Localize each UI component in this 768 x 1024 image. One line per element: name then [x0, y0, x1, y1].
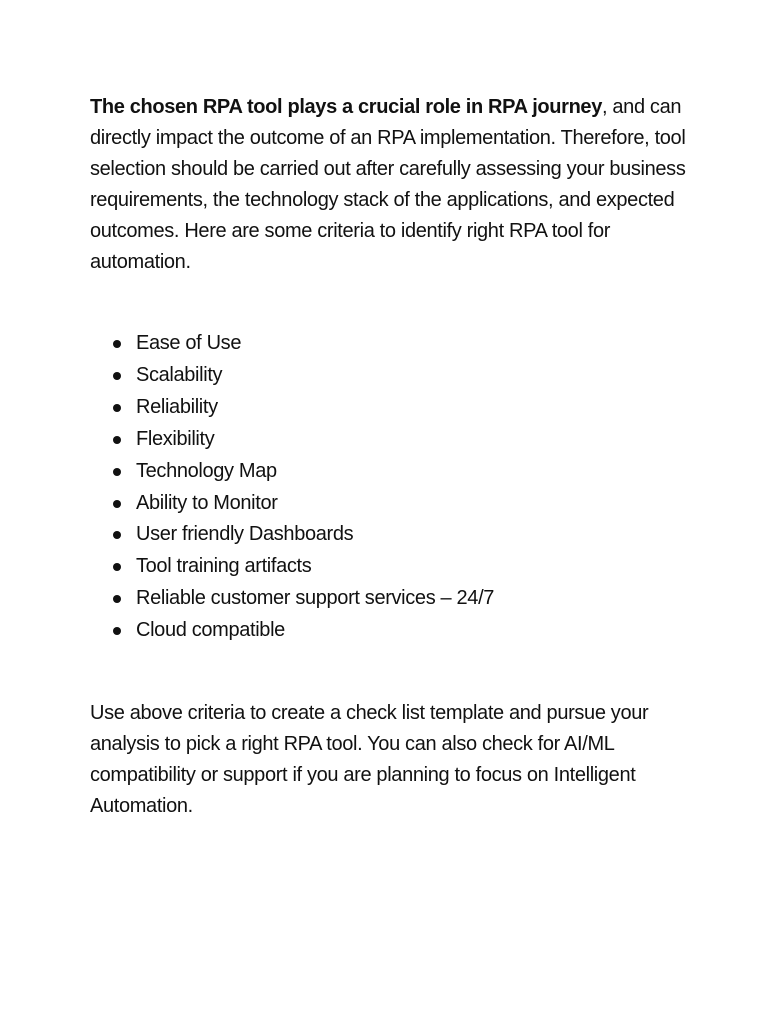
- intro-paragraph: [90, 92, 690, 278]
- list-item: [90, 519, 494, 551]
- bullet-icon: [113, 563, 121, 571]
- list-item: [90, 583, 494, 615]
- bullet-icon: [113, 531, 121, 539]
- list-item-text: Ability to Monitor: [136, 491, 278, 514]
- list-item-text: Technology Map: [136, 459, 277, 482]
- list-item: [90, 328, 494, 360]
- closing-paragraph: Use above criteria to create a check list template and pursue your analysis to pick a right RPA tool. You can also check for AI/ML compatibility or support if you are planning to focus on Intelligent Automation.: [90, 702, 649, 817]
- list-item: [90, 424, 494, 456]
- bullet-icon: [113, 404, 121, 412]
- bullet-icon: [113, 372, 121, 380]
- intro-text: , and can directly impact the outcome of an RPA implementation. Therefore, tool selection should be carried out after carefully assessing your business requirements, the technology stack of the applications, and expected outcomes. Here are some criteria to identify right RPA tool for automation.: [90, 96, 686, 273]
- criteria-list: [90, 328, 494, 647]
- bullet-icon: [113, 627, 121, 635]
- bullet-icon: [113, 468, 121, 476]
- list-item-text: User friendly Dashboards: [136, 523, 354, 546]
- bullet-icon: [113, 436, 121, 444]
- list-item-text: Ease of Use: [136, 332, 242, 354]
- bullet-icon: [113, 595, 121, 603]
- list-item: [90, 551, 494, 583]
- list-item-text: Reliability: [136, 395, 218, 418]
- intro-lead-bold: The chosen RPA tool plays a crucial role in RPA journey: [90, 96, 602, 118]
- bullet-icon: [113, 500, 121, 508]
- list-item-text: Reliable customer support services – 24/7: [136, 587, 495, 610]
- list-item-text: Cloud compatible: [136, 619, 285, 642]
- list-item: [90, 360, 494, 392]
- list-item-text: Scalability: [136, 363, 223, 386]
- list-item: [90, 615, 494, 647]
- list-item-text: Flexibility: [136, 427, 215, 450]
- list-item: [90, 488, 494, 520]
- list-item-text: Tool training artifacts: [136, 555, 312, 578]
- bullet-icon: [113, 340, 121, 348]
- list-item: [90, 392, 494, 424]
- list-item: [90, 456, 494, 488]
